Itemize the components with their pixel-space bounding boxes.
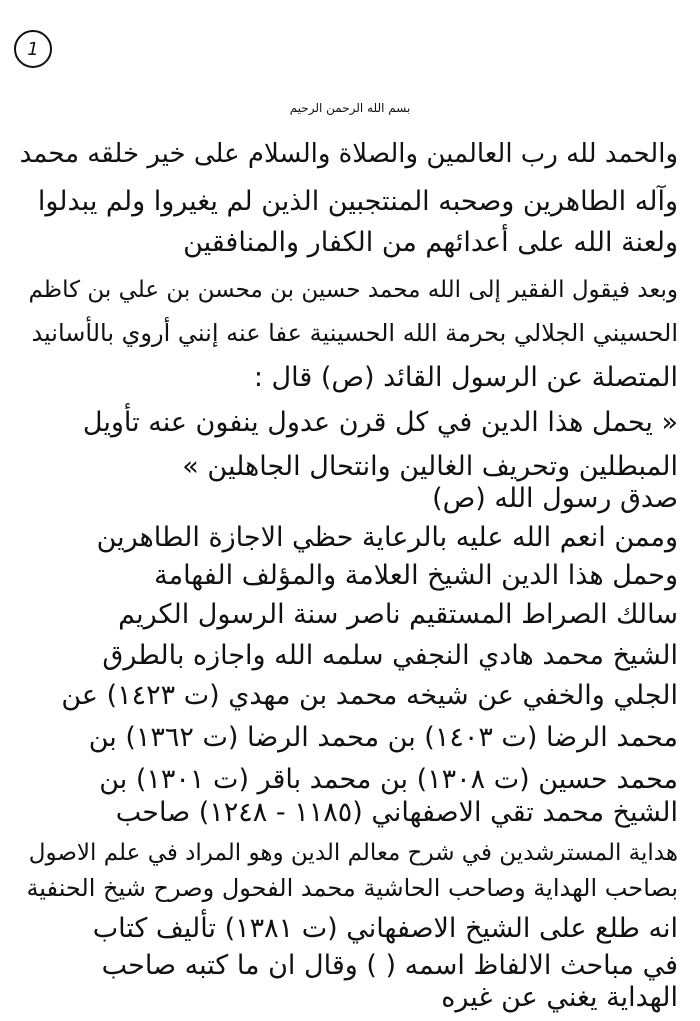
page-number: 1 xyxy=(14,30,52,68)
text-line-16: محمد حسين (ت ١٣٠٨) بن محمد باقر (ت ١٣٠١) بن xyxy=(99,764,678,795)
text-line-15: محمد الرضا (ت ١٤٠٣) بن محمد الرضا (ت ١٣٦٢) بن xyxy=(88,722,678,753)
text-line-1: والحمد لله رب العالمين والصلاة والسلام على خير خلقه محمد xyxy=(19,139,678,169)
basmala-heading: بسم الله الرحمن الرحيم xyxy=(289,101,411,115)
text-line-2: وآله الطاهرين وصحبه المنتجبين الذين لم يغيروا ولم يبدلوا xyxy=(37,186,678,217)
text-line-21: في مباحث الالفاظ اسمه ( ) وقال ان ما كتبه صاحب xyxy=(101,950,678,981)
text-line-10: وممن انعم الله عليه بالرعاية حظي الاجازة الطاهرين xyxy=(96,522,678,553)
text-line-8: المبطلين وتحريف الغالين وانتحال الجاهلين » xyxy=(182,451,678,482)
text-line-17: الشيخ محمد تقي الاصفهاني (١١٨٥ - ١٢٤٨) صاحب xyxy=(115,797,678,828)
text-line-9: صدق رسول الله (ص) xyxy=(432,483,678,514)
text-line-13: الشيخ محمد هادي النجفي سلمه الله واجازه بالطرق xyxy=(102,640,678,671)
text-line-12: سالك الصراط المستقيم ناصر سنة الرسول الكريم xyxy=(118,599,678,630)
text-line-18: هداية المسترشدين في شرح معالم الدين وهو المراد في علم الاصول xyxy=(28,840,678,866)
text-line-14: الجلي والخفي عن شيخه محمد بن مهدي (ت ١٤٢٣) عن xyxy=(61,680,678,711)
text-line-3: ولعنة الله على أعدائهم من الكفار والمنافقين xyxy=(183,227,678,258)
text-line-19: بصاحب الهداية وصاحب الحاشية محمد الفحول وصرح شيخ الحنفية xyxy=(26,874,678,902)
text-line-20: انه طلع على الشيخ الاصفهاني (ت ١٣٨١) تأليف كتاب xyxy=(92,913,678,944)
text-line-5: الحسيني الجلالي بحرمة الله الحسينية عفا عنه إنني أروي بالأسانيد xyxy=(31,319,678,347)
text-line-6: المتصلة عن الرسول القائد (ص) قال : xyxy=(253,362,678,393)
text-line-22: الهداية يغني عن غيره xyxy=(441,982,678,1013)
text-line-7: « يحمل هذا الدين في كل قرن عدول ينفون عنه تأويل xyxy=(82,407,678,438)
text-line-4: وبعد فيقول الفقير إلى الله محمد حسين بن محسن بن علي بن كاظم xyxy=(28,277,678,303)
text-line-11: وحمل هذا الدين الشيخ العلامة والمؤلف الفهامة xyxy=(154,560,678,591)
